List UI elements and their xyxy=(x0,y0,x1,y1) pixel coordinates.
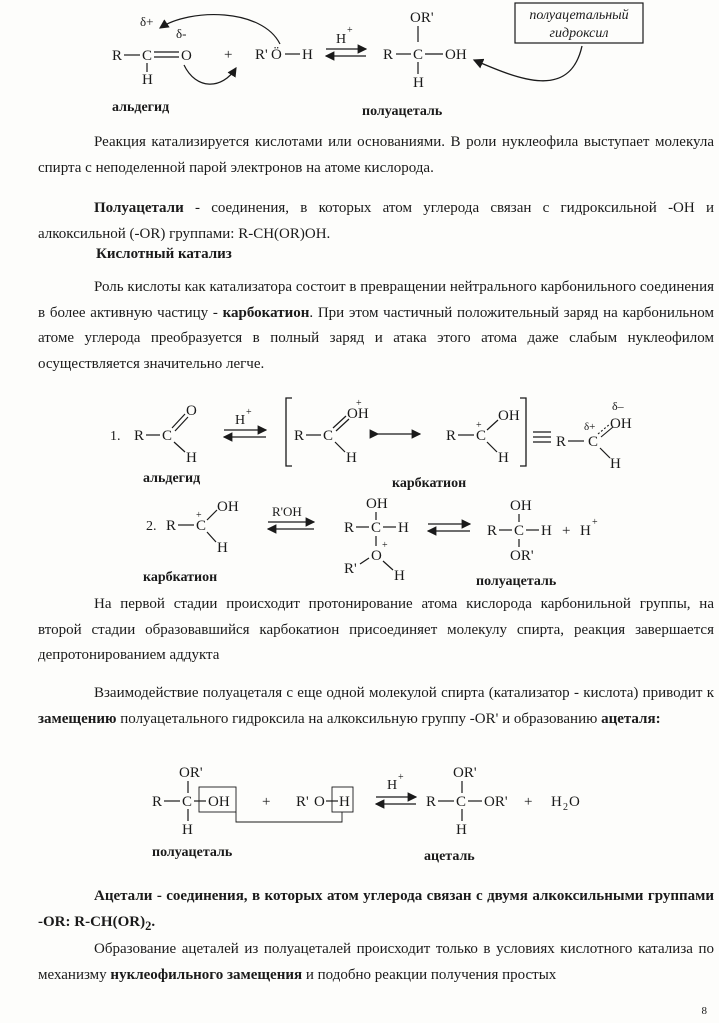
s2-g-r: R xyxy=(487,523,498,539)
s1-r: R xyxy=(112,48,123,64)
s2-e-c: C xyxy=(196,518,207,534)
s2-g-c: C xyxy=(514,523,525,539)
term-substitution: замещению xyxy=(38,710,117,727)
caption-aldehyde-1: альдегид xyxy=(112,100,170,115)
hemiacetal-definition-text: - соединения, в которых атом углерода связан с гидроксильной -ОН и алкоксильной (-OR) группами: R-CH(OR)OH. xyxy=(38,200,714,242)
s3-b-or-right: OR' xyxy=(484,794,508,810)
acetal-formation-middle: полуацетального гидроксила на алкоксильную группу -OR' и образованию xyxy=(116,710,602,727)
s1-catalyst-charge: + xyxy=(347,25,353,36)
s2-c-oh: OH xyxy=(498,408,520,424)
s2-b-charge: + xyxy=(356,398,362,409)
s3-plus-1: + xyxy=(262,794,271,810)
term-carbocation: карбокатион xyxy=(222,304,310,321)
s2-step1-label: 1. xyxy=(110,429,121,444)
s1-alcohol-r: R' xyxy=(255,47,268,63)
s3-water-link xyxy=(236,812,342,822)
s2-catalyst-charge: + xyxy=(246,407,252,418)
paragraph-stages: На первой стадии происходит протонирование атома кислорода карбонильной группы, на второй стадии образовавшийся карбокатион присоединяет молекулу спирта, реакция завершается депротонированием аддукта xyxy=(38,596,714,663)
page-number: 8 xyxy=(701,1005,707,1017)
term-hemiacetals: Полуацетали xyxy=(94,200,184,216)
acetal-mechanism-after: и подобно реакции получения простых xyxy=(302,966,557,983)
acetal-definition-text: Ацетали - соединения, в которых атом углерода связан с двумя алкоксильными группами -OR: R-CH(OR) xyxy=(38,888,714,930)
caption-carbocation-2: карбкатион xyxy=(143,570,218,585)
s2-f-r: R xyxy=(344,520,355,536)
paragraph-acetal-mechanism xyxy=(38,937,714,988)
s2-b-h: H xyxy=(346,450,357,466)
s2-e-r: R xyxy=(166,518,177,534)
s3-water-o: O xyxy=(569,794,580,810)
s3-water-sub: 2 xyxy=(563,802,568,813)
s1-callout-line2: гидроксил xyxy=(549,26,609,41)
s1-o: O xyxy=(181,48,192,64)
s1-p-h: H xyxy=(413,75,424,91)
acid-role-after: . При этом частичный положительный заряд на карбонильном атоме углерода преобразуется в полный заряд и атака этого атома даже слабым нуклеофилом осуществляется значительно легче. xyxy=(38,304,714,372)
s2-e-oh: OH xyxy=(217,499,239,515)
s3-catalyst: H xyxy=(387,778,398,793)
s1-c: C xyxy=(142,48,153,64)
s3-b-c: C xyxy=(456,794,467,810)
s1-delta-minus: δ- xyxy=(176,26,187,41)
s3-alcohol-o: O xyxy=(314,794,325,810)
s2-b-oh: OH xyxy=(347,406,369,422)
s3-alcohol-h: H xyxy=(339,794,350,810)
s3-b-h: H xyxy=(456,822,467,838)
s2-a-r: R xyxy=(134,428,145,444)
s2-d-r: R xyxy=(556,434,567,450)
s3-a-oh: OH xyxy=(208,794,230,810)
s2-g-oh: OH xyxy=(510,498,532,514)
caption-hemiacetal-3: полуацеталь xyxy=(152,845,233,860)
s2-f-h2: H xyxy=(394,568,405,584)
s2-f-oh: OH xyxy=(366,496,388,512)
s2-d-oh: OH xyxy=(610,416,632,432)
s2-f-charge: + xyxy=(382,540,388,551)
term-nucleophilic-substitution: нуклеофильного замещения xyxy=(110,966,303,983)
s1-p-or: OR' xyxy=(410,10,434,26)
acid-role-before: Роль кислоты как катализатора состоит в превращении нейтрального карбонильного соединения в более активную частицу - xyxy=(38,279,714,321)
s2-c-r: R xyxy=(446,428,457,444)
s3-plus-2: + xyxy=(524,794,533,810)
s3-a-or: OR' xyxy=(179,765,203,781)
s2-f-o: O xyxy=(371,548,382,564)
s1-alcohol-o: Ö xyxy=(271,47,282,63)
s2-g-plus: + xyxy=(562,523,571,539)
s1-catalyst: H xyxy=(336,32,347,47)
s3-alcohol-r: R' xyxy=(296,794,309,810)
s2-d-h: H xyxy=(610,456,621,472)
s2-c-c: C xyxy=(476,428,487,444)
s1-p-oh: OH xyxy=(445,47,467,63)
s2-a-o: O xyxy=(186,403,197,419)
s2-f-c: C xyxy=(371,520,382,536)
s3-a-c: C xyxy=(182,794,193,810)
s1-plus: + xyxy=(224,47,233,63)
s1-p-c: C xyxy=(413,47,424,63)
s3-b-or-top: OR' xyxy=(453,765,477,781)
s2-e-charge: + xyxy=(196,510,202,521)
paragraph-catalysis: Реакция катализируется кислотами или основаниями. В роли нуклеофила выступает молекула спирта с неподеленной парой электронов на атоме кислорода. xyxy=(38,134,714,176)
s2-d-delta-minus: δ– xyxy=(612,399,624,413)
caption-hemiacetal-1: полуацеталь xyxy=(362,104,443,119)
s2-d-c: C xyxy=(588,434,599,450)
paragraph-acetal-definition xyxy=(38,884,714,939)
s2-reagent: R'OH xyxy=(272,504,302,519)
s2-f-h: H xyxy=(398,520,409,536)
s1-h: H xyxy=(142,72,153,88)
heading-acid-catalysis: Кислотный катализ xyxy=(96,246,232,262)
s3-a-r: R xyxy=(152,794,163,810)
s2-g-proton-charge: + xyxy=(592,517,598,528)
s2-e-h: H xyxy=(217,540,228,556)
s1-alcohol-h: H xyxy=(302,47,313,63)
term-acetal: ацеталя: xyxy=(601,710,661,727)
acetal-mechanism-before: Образование ацеталей из полуацеталей происходит только в условиях кислотного катализа по механизму xyxy=(38,941,714,983)
s3-water-h: H xyxy=(551,794,562,810)
s2-a-h: H xyxy=(186,450,197,466)
s2-f-rprime: R' xyxy=(344,561,357,577)
s2-g-or: OR' xyxy=(510,548,534,564)
s2-d-delta-plus: δ+ xyxy=(584,421,596,433)
caption-hemiacetal-2: полуацеталь xyxy=(476,574,557,589)
s2-g-h: H xyxy=(541,523,552,539)
s1-delta-plus: δ+ xyxy=(140,14,154,29)
s3-b-r: R xyxy=(426,794,437,810)
acetal-definition-end: . xyxy=(151,913,156,930)
s2-c-h: H xyxy=(498,450,509,466)
s2-a-c: C xyxy=(162,428,173,444)
s2-step2-label: 2. xyxy=(146,519,157,534)
s2-b-r: R xyxy=(294,428,305,444)
acetal-definition-sub: 2 xyxy=(145,918,152,933)
s2-b-c: C xyxy=(323,428,334,444)
s2-c-charge: + xyxy=(476,420,482,431)
s2-g-proton: H xyxy=(580,523,591,539)
s1-p-r: R xyxy=(383,47,394,63)
s2-catalyst: H xyxy=(235,413,246,428)
caption-acetal: ацеталь xyxy=(424,849,475,864)
s3-a-h: H xyxy=(182,822,193,838)
caption-carbocation-1: карбкатион xyxy=(392,476,467,491)
acetal-formation-before: Взаимодействие полуацеталя с еще одной молекулой спирта (катализатор - кислота) приводит к xyxy=(94,685,714,701)
s3-catalyst-charge: + xyxy=(398,772,404,783)
s1-callout-line1: полуацетальный xyxy=(529,8,629,23)
caption-aldehyde-2: альдегид xyxy=(143,471,201,486)
